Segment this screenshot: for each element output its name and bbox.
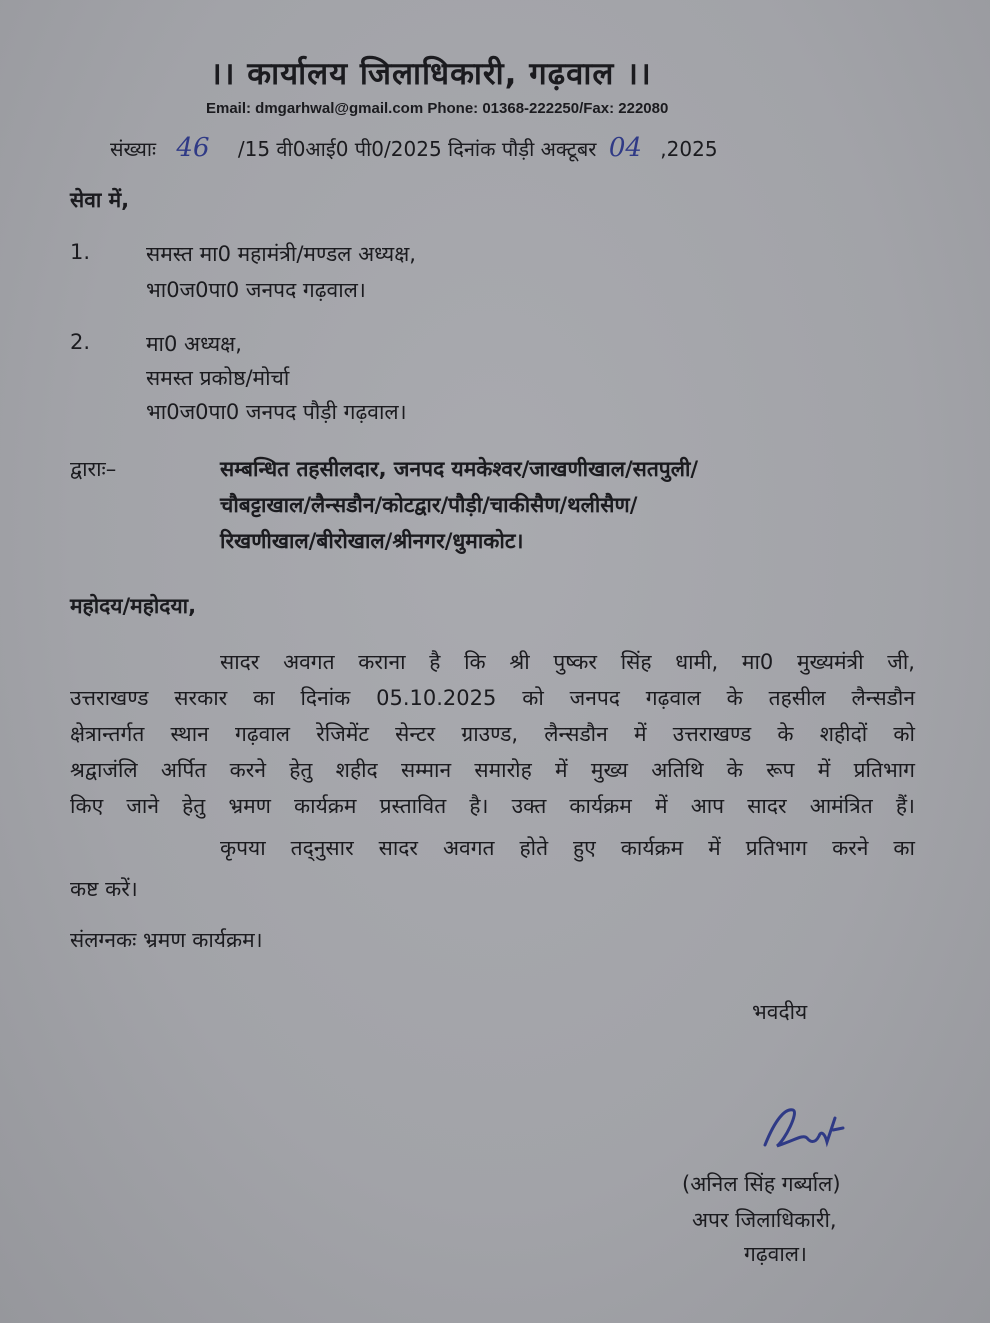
addressee-1-line-2: भा0ज0पा0 जनपद गढ़वाल। (146, 278, 366, 302)
para1-line-2: उत्तराखण्ड सरकार का दिनांक 05.10.2025 को जनपद गढ़वाल के तहसील लैन्सडौन (70, 686, 915, 710)
para1-line-3: क्षेत्रान्तर्गत स्थान गढ़वाल रेजिमेंट सेन्टर ग्राउण्ड, लैन्सडौन में उत्तराखण्ड के शहीदों को (70, 722, 915, 746)
office-title: ।। कार्यालय जिलाधिकारी, गढ़वाल ।। (210, 56, 652, 92)
via-line-3: रिखणीखाल/बीरोखाल/श्रीनगर/धुमाकोट। (220, 529, 524, 553)
via-label: द्वाराः– (70, 457, 117, 481)
addressee-2-number: 2. (70, 330, 91, 354)
enclosure-line: संलग्नकः भ्रमण कार्यक्रम। (70, 928, 263, 952)
signatory-designation: अपर जिलाधिकारी, (692, 1208, 837, 1232)
para1-line-1: सादर अवगत कराना है कि श्री पुष्कर सिंह धामी, मा0 मुख्यमंत्री जी, (220, 650, 915, 674)
signatory-name: (अनिल सिंह गर्ब्याल) (682, 1172, 841, 1196)
ref-label: संख्याः (110, 137, 157, 161)
para1-line-5: किए जाने हेतु भ्रमण कार्यक्रम प्रस्तावित है। उक्त कार्यक्रम में आप सादर आमंत्रित हैं। (70, 794, 915, 818)
via-line-1: सम्बन्धित तहसीलदार, जनपद यमकेश्वर/जाखणीखाल/सतपुली/ (220, 457, 699, 481)
handwritten-signature (755, 1100, 855, 1160)
date-handwritten: 04 (608, 133, 642, 163)
addressee-1-line-1: समस्त मा0 महामंत्री/मण्डल अध्यक्ष, (146, 242, 416, 266)
addressee-1-number: 1. (70, 240, 91, 264)
contact-line: Email: dmgarhwal@gmail.com Phone: 01368-222250/Fax: 222080 (206, 100, 669, 117)
via-line-2: चौबट्टाखाल/लैन्सडौन/कोटद्वार/पौड़ी/चाकीसैण/थलीसैण/ (220, 493, 638, 517)
ref-number-handwritten: 46 (176, 133, 210, 163)
addressee-2-line-1: मा0 अध्यक्ष, (146, 332, 242, 356)
para2-line-2: कष्ट करें। (70, 877, 138, 901)
ref-rest: /15 वी0आई0 पी0/2025 दिनांक पौड़ी अक्टूबर (237, 137, 597, 161)
addressee-2-line-3: भा0ज0पा0 जनपद पौड़ी गढ़वाल। (146, 400, 407, 424)
addressee-2-line-2: समस्त प्रकोष्ठ/मोर्चा (146, 366, 290, 390)
signatory-place: गढ़वाल। (744, 1242, 807, 1266)
greeting: महोदय/महोदया, (70, 594, 197, 618)
seva-mein: सेवा में, (70, 188, 130, 212)
closing-bhavdiya: भवदीय (752, 1000, 808, 1024)
para1-line-4: श्रद्वाजंलि अर्पित करने हेतु शहीद सम्मान समारोह में मुख्य अतिथि के रूप में प्रतिभाग (70, 758, 915, 782)
reference-line (110, 133, 718, 163)
para2-line-1: कृपया तद्नुसार सादर अवगत होते हुए कार्यक्रम में प्रतिभाग करने का (220, 836, 915, 860)
ref-year: ,2025 (660, 137, 718, 161)
